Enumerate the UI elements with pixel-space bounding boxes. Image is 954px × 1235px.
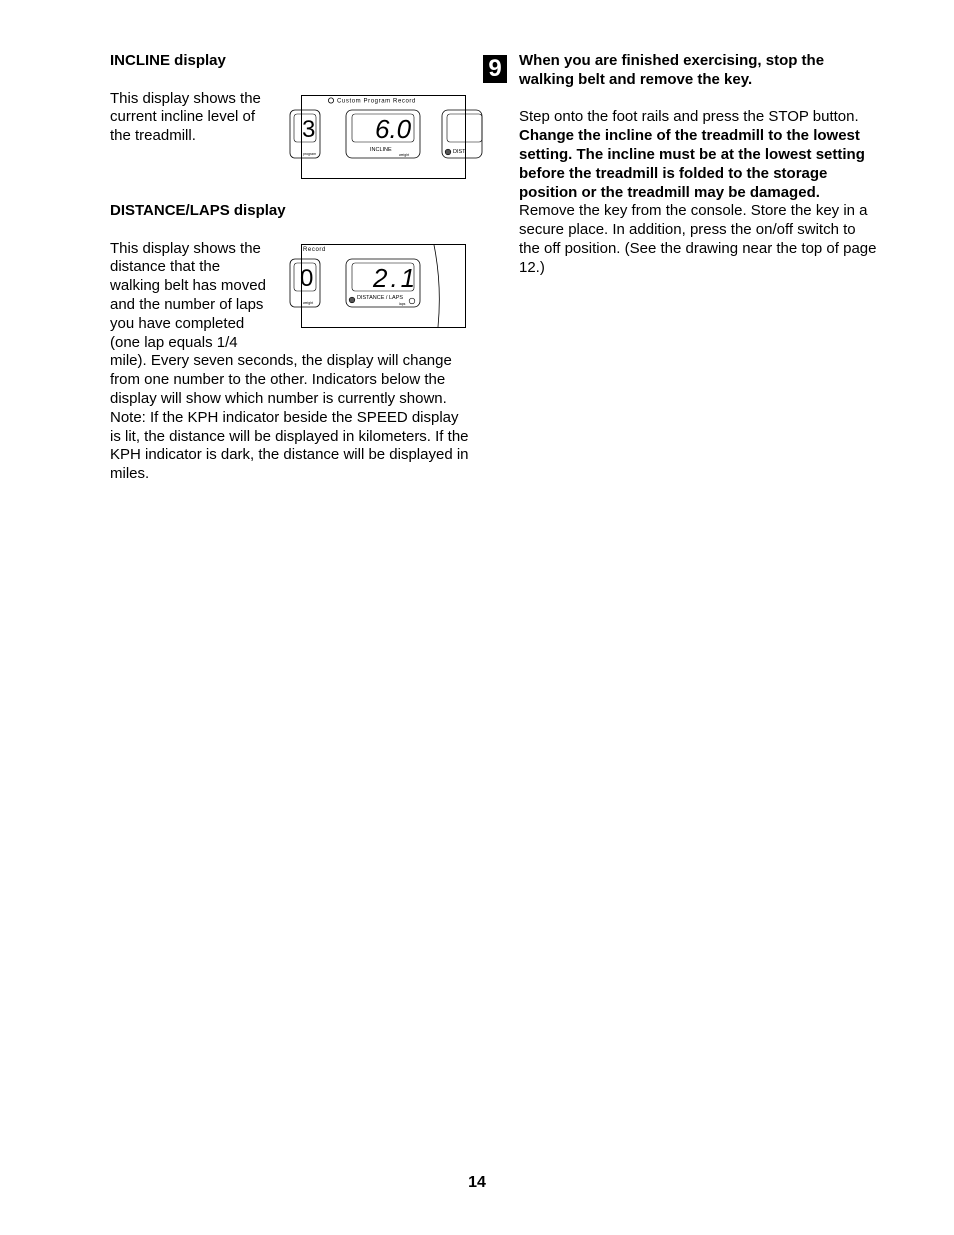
indicator-light-icon xyxy=(409,298,415,304)
distance-body-wrapped: This display shows the distance that the walking belt has moved and the number of laps you have completed (one lap equals 1/4 xyxy=(110,239,266,351)
svg-text:laps: laps xyxy=(399,302,406,306)
svg-text:DIST: DIST xyxy=(453,149,466,155)
indicator-light-icon xyxy=(328,98,333,103)
incline-value: 6.0 xyxy=(375,114,412,144)
step9-text3: Remove the key from the console. Store the key in a secure place. In addition, press the on/off switch to the off position. (See the drawing near the top of page 12.) xyxy=(519,202,877,276)
distance-heading: DISTANCE/LAPS display xyxy=(110,201,286,219)
distance-laps-label: DISTANCE / LAPS xyxy=(357,295,404,301)
distance-value: 2.1 xyxy=(373,263,419,293)
distance-display-figure xyxy=(301,244,466,328)
step9-heading: When you are finished exercising, stop the walking belt and remove the key. xyxy=(519,52,825,88)
record-label: Record xyxy=(303,247,326,253)
indicator-light-icon xyxy=(349,297,355,303)
step-number-badge: 9 xyxy=(483,55,507,83)
step9-warning: Change the incline of the treadmill to the lowest setting. The incline must be at the lowest setting before the treadmill is folded to the storage position or the treadmill may be damaged. xyxy=(519,127,865,201)
left-digit: 3 xyxy=(302,116,316,143)
svg-text:weight: weight xyxy=(399,153,410,157)
incline-heading: INCLINE display xyxy=(110,52,226,69)
left-digit: 0 xyxy=(300,265,314,292)
right-column xyxy=(519,52,879,278)
custom-program-record-label: Custom Program Record xyxy=(337,98,416,105)
incline-label: INCLINE xyxy=(370,147,392,153)
svg-text:program: program xyxy=(303,152,317,156)
indicator-light-icon xyxy=(445,149,451,155)
step9-text1: Step onto the foot rails and press the STOP button. xyxy=(519,108,859,126)
svg-text:weight: weight xyxy=(303,301,314,305)
page-number: 14 xyxy=(468,1174,486,1191)
distance-body-continued: mile). Every seven seconds, the display will change from one number to the other. Indicators below the display will show which number is currently shown. Note: If the KPH indicator beside the SPEED display is lit, the distance will be displayed in kilometers. If the KPH indicator is dark, the distance will be displayed in miles. xyxy=(110,352,469,483)
incline-body: This display shows the current incline level of the treadmill. xyxy=(110,89,261,145)
incline-display-figure xyxy=(301,95,466,179)
